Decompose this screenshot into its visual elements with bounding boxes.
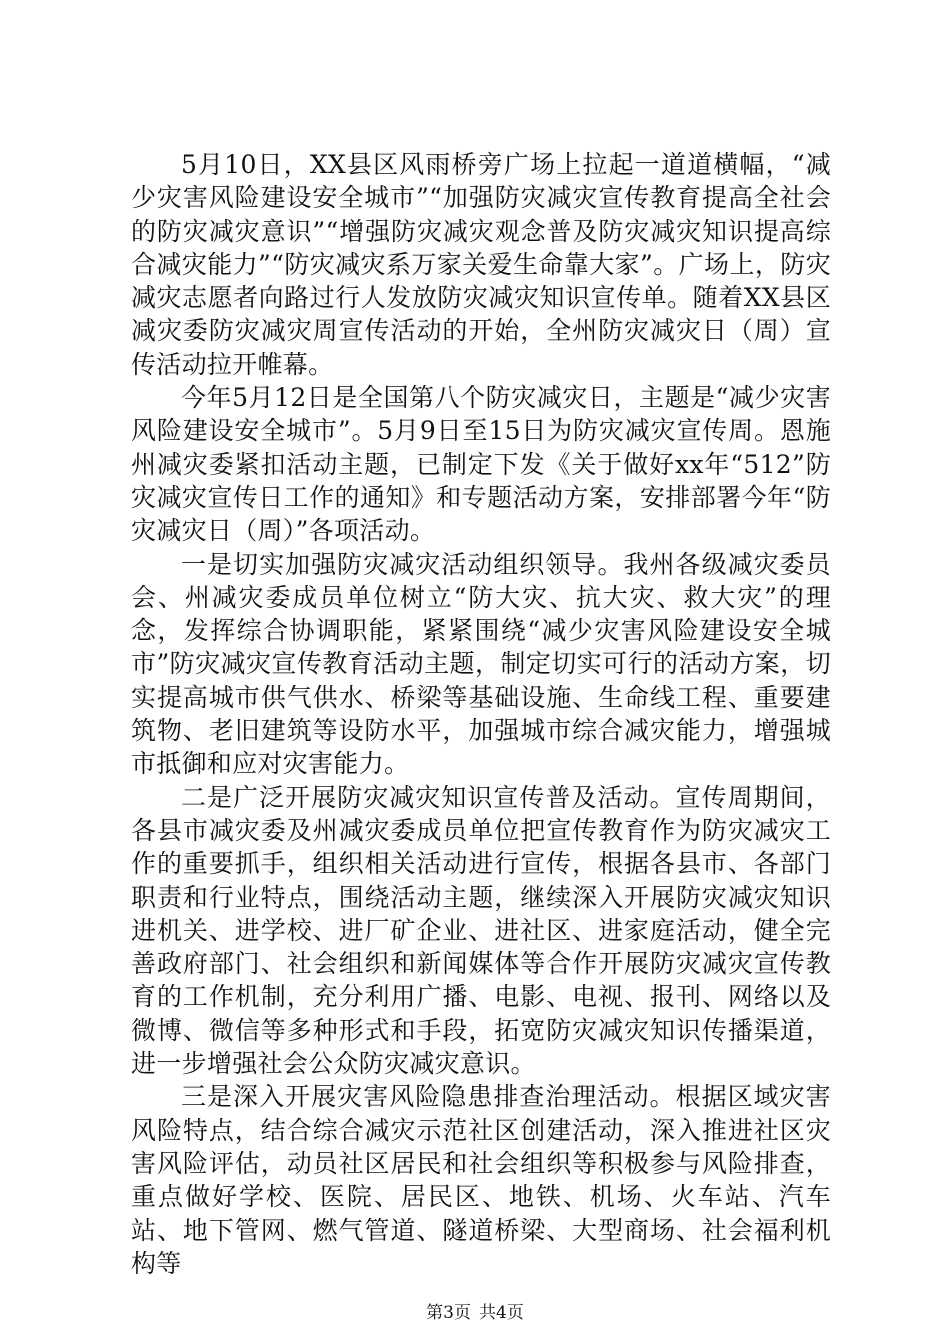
paragraph-3: 一是切实加强防灾减灾活动组织领导。我州各级减灾委员会、州减灾委成员单位树立“防大灾、抗大灾、救大灾”的理念，发挥综合协调职能，紧紧围绕“减少灾害风险建设安全城市”防灾减灾宣传教育活动主题，制定切实可行的活动方案，切实提高城市供气供水、桥梁等基础设施、生命线工程、重要建筑物、老旧建筑等设防水平，加强城市综合减灾能力，增强城市抵御和应对灾害能力。 [131,549,831,779]
page-total: 共4页 [479,1303,524,1323]
paragraph-4: 二是广泛开展防灾减灾知识宣传普及活动。宣传周期间，各县市减灾委及州减灾委成员单位把宣传教育作为防灾减灾工作的重要抓手，组织相关活动进行宣传，根据各县市、各部门职责和行业特点，围绕活动主题，继续深入开展防灾减灾知识进机关、进学校、进厂矿企业、进社区、进家庭活动，健全完善政府部门、社会组织和新闻媒体等合作开展防灾减灾宣传教育的工作机制，充分利用广播、电影、电视、报刊、网络以及微博、微信等多种形式和手段，拓宽防灾减灾知识传播渠道，进一步增强社会公众防灾减灾意识。 [131,782,831,1079]
document-body [131,148,831,1280]
paragraph-2: 今年5月12日是全国第八个防灾减灾日，主题是“减少灾害风险建设安全城市”。5月9日至15日为防灾减灾宣传周。恩施州减灾委紧扣活动主题，已制定下发《关于做好xx年“512”防灾减灾宣传日工作的通知》和专题活动方案，安排部署今年“防灾减灾日（周）”各项活动。 [131,383,831,546]
page-footer [0,1302,950,1324]
page-number: 第3页 [426,1303,471,1323]
paragraph-1: 5月10日，XX县区风雨桥旁广场上拉起一道道横幅，“减少灾害风险建设安全城市”“加强防灾减灾宣传教育提高全社会的防灾减灾意识”“增强防灾减灾观念普及防灾减灾知识提高综合减灾能力”“防灾减灾系万家关爱生命靠大家”。广场上，防灾减灾志愿者向路过行人发放防灾减灾知识宣传单。随着XX县区减灾委防灾减灾周宣传活动的开始，全州防灾减灾日（周）宣传活动拉开帷幕。 [131,150,831,379]
paragraph-5: 三是深入开展灾害风险隐患排查治理活动。根据区域灾害风险特点，结合综合减灾示范社区创建活动，深入推进社区灾害风险评估，动员社区居民和社会组织等积极参与风险排查，重点做好学校、医院、居民区、地铁、机场、火车站、汽车站、地下管网、燃气管道、隧道桥梁、大型商场、社会福利机构等 [131,1082,831,1278]
